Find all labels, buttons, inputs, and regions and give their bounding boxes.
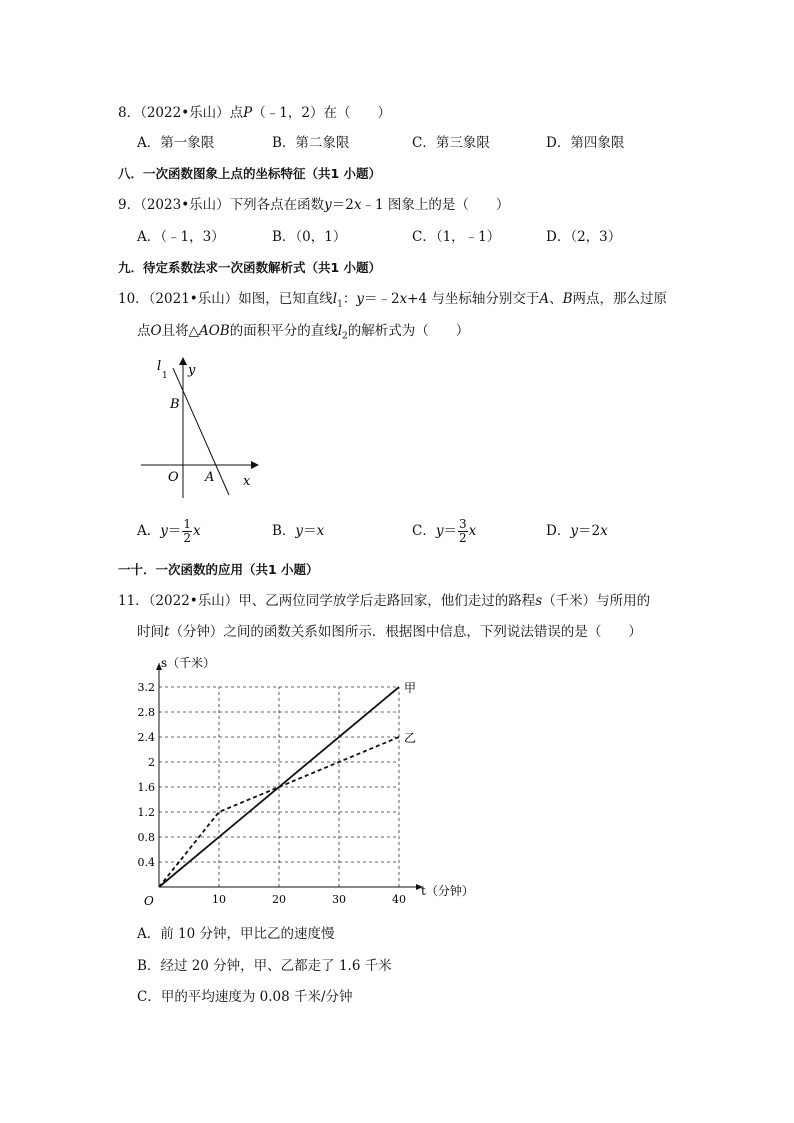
label-B: B [170, 397, 180, 412]
y-tick-label-0: 0.4 [137, 856, 155, 869]
q10-option-a: A．y＝ $\frac{1}{2}$ x [137, 517, 201, 545]
x-tick-label-3: 40 [392, 893, 406, 906]
q9-option-a: A．（﹣1，3） [137, 229, 225, 245]
q11-option-b: B．经过 20 分钟，甲、乙都走了 1.6 千米 [137, 958, 392, 974]
label-O: O [168, 470, 179, 485]
series-label-甲: 甲 [404, 681, 417, 695]
y-axis-label: s（千米） [161, 656, 216, 670]
section-heading-8: 八．一次函数图象上点的坐标特征（共1 小题） [118, 166, 382, 181]
q9-option-b: B．（0，1） [272, 229, 347, 245]
y-tick-label-1: 0.8 [137, 831, 155, 844]
q10-stem-line2: 点O且将△AOB的面积平分的直线$l_2$的解析式为（ ） [137, 323, 470, 342]
y-tick-label-2: 1.2 [137, 806, 155, 819]
x-tick-label-1: 20 [272, 893, 286, 906]
label-A: A [205, 470, 215, 485]
fraction-three-halves: $\frac{3}{2}$ [458, 517, 467, 545]
line-l1 [173, 368, 229, 495]
q8-option-d: D．第四象限 [546, 135, 625, 151]
q11-option-c: C．甲的平均速度为 0.08 千米/分钟 [137, 989, 353, 1005]
y-tick-label-4: 2 [148, 756, 155, 769]
q10-line-figure [135, 350, 270, 500]
q11-option-a: A．前 10 分钟，甲比乙的速度慢 [137, 926, 335, 942]
section-heading-9: 九．待定系数法求一次函数解析式（共1 小题） [118, 260, 382, 275]
q8-option-a: A．第一象限 [137, 135, 215, 151]
q10-option-d: D．y＝2x [546, 523, 608, 539]
q9-stem: 9．（2023•乐山）下列各点在函数y＝2x﹣1 图象上的是（ ） [118, 197, 510, 213]
q11-stem-line2: 时间t（分钟）之间的函数关系如图所示．根据图中信息，下列说法错误的是（ ） [137, 624, 642, 640]
origin-label: O [144, 894, 154, 908]
q8-stem: 8．（2022•乐山）点P（﹣1，2）在（ ） [118, 105, 391, 121]
section-heading-10: 一十．一次函数的应用（共1 小题） [118, 562, 319, 577]
q10-option-c: C．y＝ $\frac{3}{2}$ x [412, 517, 477, 545]
fraction-one-half: $\frac{1}{2}$ [183, 517, 192, 545]
x-tick-label-2: 30 [332, 893, 346, 906]
label-l1-sub: 1 [162, 371, 168, 381]
q10-stem-line1: 10．（2021•乐山）如图，已知直线$l_1$：y＝﹣2x+4 与坐标轴分别交于A、B两点，那么过原 [118, 291, 668, 310]
q8-option-c: C．第三象限 [412, 135, 490, 151]
label-x: x [243, 474, 251, 489]
x-tick-label-0: 10 [212, 893, 226, 906]
q11-distance-time-chart [130, 650, 474, 915]
y-tick-label-3: 1.6 [137, 781, 155, 794]
q10-option-b: B．y＝x [272, 523, 325, 539]
x-axis-label: t（分钟） [421, 884, 474, 898]
q8-option-b: B．第二象限 [272, 135, 350, 151]
y-tick-label-6: 2.8 [137, 706, 155, 719]
label-l1: l [157, 359, 162, 374]
q11-stem-line1: 11．（2022•乐山）甲、乙两位同学放学后走路回家，他们走过的路程s（千米）与所用的 [118, 593, 651, 609]
label-y: y [188, 363, 196, 378]
y-tick-label-7: 3.2 [137, 681, 155, 694]
series-label-乙: 乙 [404, 731, 417, 745]
q9-option-c: C．（1，﹣1） [412, 229, 501, 245]
q9-option-d: D．（2，3） [546, 229, 622, 245]
y-tick-label-5: 2.4 [137, 731, 155, 744]
